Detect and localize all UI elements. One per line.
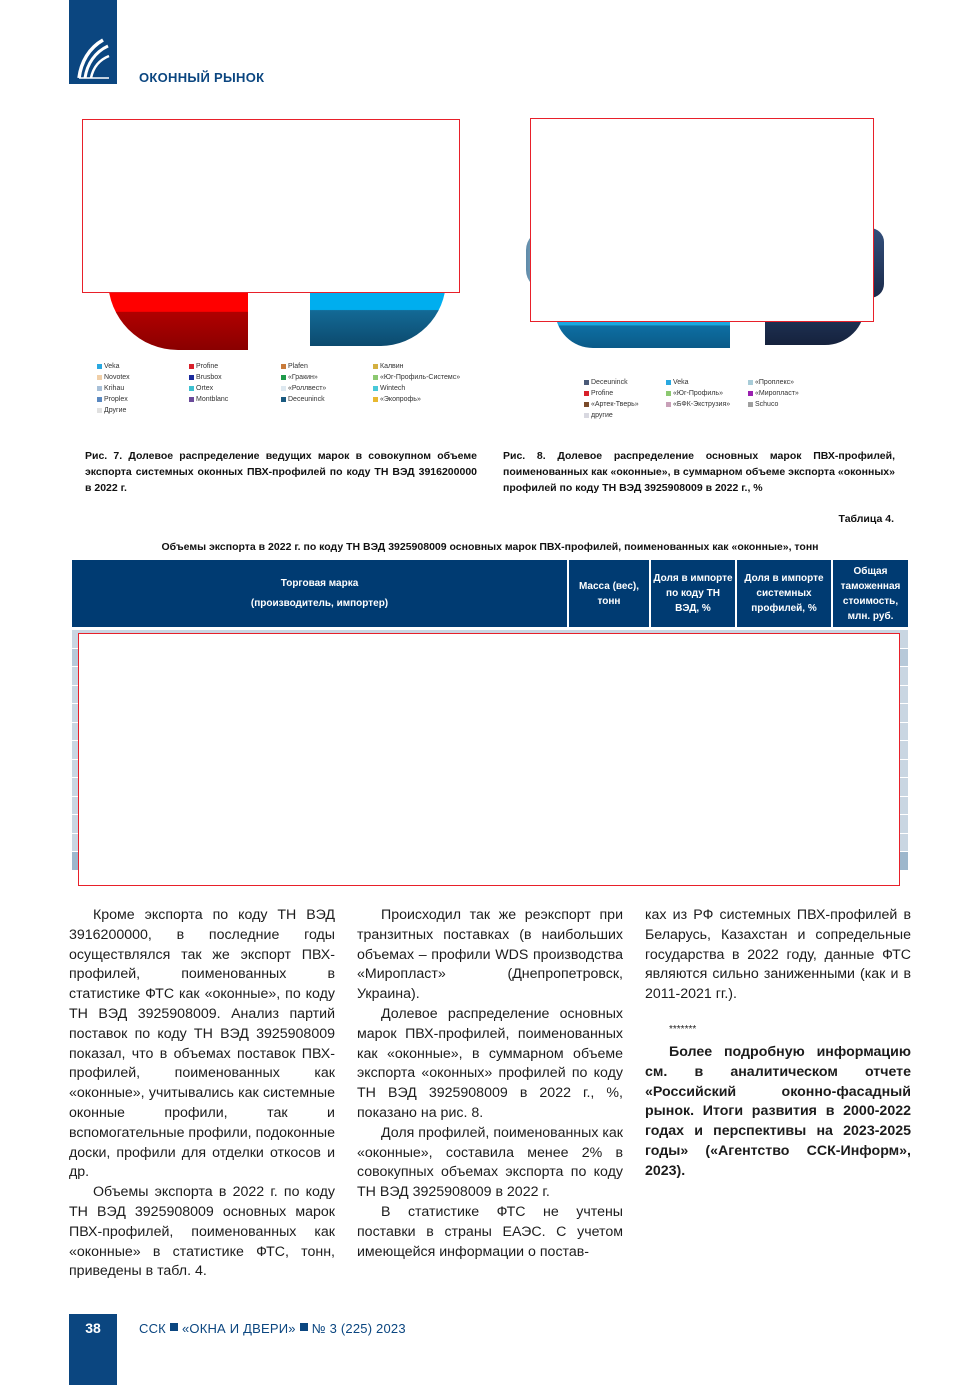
footer-magazine: «ОКНА И ДВЕРИ» [181, 1321, 296, 1336]
legend-swatch-icon [97, 397, 102, 402]
text-column-2 [357, 906, 623, 1262]
export-table [72, 560, 908, 888]
legend-label: Калвин [380, 363, 404, 370]
paragraph: В статистике ФТС не учтены поставки в страны ЕАЭС. С учетом имеющейся информации о постав- [357, 1203, 623, 1260]
figure-7-chart [80, 110, 480, 360]
legend-swatch-icon [97, 386, 102, 391]
legend-label: «Миропласт» [755, 390, 799, 397]
figure-7-caption: Рис. 7. Долевое распределение ведущих марок в совокупном объеме экспорта системных оконных ПВХ-профилей по коду ТН ВЭД 3916200000 в 2022 г. [85, 450, 477, 494]
legend-item [373, 374, 477, 381]
paragraph: Долевое распределение основных марок ПВХ-профилей, поименованных как «оконные», в суммарном объеме экспорта «оконных» профилей по коду ТН ВЭД 3925908009 в 2022 г., %, показано на рис. 8. [357, 1005, 623, 1121]
legend-label: Profine [196, 363, 219, 370]
column-header-share-system: Доля в импорте системных профилей, % [737, 560, 833, 627]
legend-item [373, 363, 477, 370]
legend-item [189, 396, 281, 403]
legend-swatch-icon [584, 413, 589, 418]
redacted-region [530, 118, 874, 322]
legend-swatch-icon [666, 402, 671, 407]
paragraph: Кроме экспорта по коду ТН ВЭД 3916200000, в последние годы осуществлялся так же экспорт ПВХ-профилей, поименованных в статистике ФТС как «оконные», по коду ТН ВЭД 3925908009. Анализ партий поставок по коду ТН ВЭД 3925908009 показал, что в объемах поставок ПВХ-профилей, поименованных как «оконные», учитывались как системные оконные профили, так и вспомогательные профили, подоконные доски, профили для отделки откосов и др. [69, 907, 336, 1181]
legend-label: Plafen [288, 363, 308, 370]
legend-label: другие [591, 412, 613, 419]
column-header-brand-line1: Торговая марка [280, 577, 359, 589]
legend-swatch-icon [666, 391, 671, 396]
legend-label: «БФК-Экструзия» [673, 401, 731, 408]
legend-label: Schuco [755, 401, 779, 408]
legend-item [748, 390, 844, 397]
table-header [72, 560, 908, 627]
table-title: Объемы экспорта в 2022 г. по коду ТН ВЭД 3925908009 основных марок ПВХ-профилей, поименованных как «оконные», тонн [161, 541, 819, 553]
legend-swatch-icon [373, 364, 378, 369]
legend-item [281, 374, 373, 381]
legend-label: Krihau [104, 385, 125, 392]
figure-7-legend [97, 363, 477, 414]
legend-label: Novotex [104, 374, 130, 381]
legend-label: Ortex [196, 385, 214, 392]
paragraph: Объемы экспорта в 2022 г. по коду ТН ВЭД 3925908009 основных марок ПВХ-профилей, поименованных как «оконные» в статистике ФТС, тонн, приведены в табл. 4. [69, 1184, 335, 1280]
paragraph: ках из РФ системных ПВХ-профилей в Беларусь, Казахстан и сопредельные государства в 2022 году, данные ФТС являются сильно заниженными (как и в 2011-2021 гг.). [645, 907, 911, 1003]
report-reference-note: Более подробную информацию см. в аналитическом отчете «Российский оконно-фасадный рынок. Итоги развития в 2000-2022 годах и перспективы на 2023-2025 годы» («Агентство ССК-Информ», 2023). [645, 1043, 911, 1179]
figure-8-caption: Рис. 8. Долевое распределение основных марок ПВХ-профилей, поименованных как «оконные», в суммарном объеме экспорта «оконных» профилей по коду ТН ВЭД 3925908009 в 2022 г., % [503, 450, 895, 494]
ssk-logo-icon [75, 38, 111, 80]
legend-label: «Юг-Профиль-Системс» [380, 374, 461, 381]
page-number: 38 [85, 1320, 101, 1336]
legend-label: «Экопрофь» [380, 396, 421, 403]
footer-square-icon [300, 1323, 308, 1331]
legend-item [584, 401, 666, 408]
legend-item [97, 363, 189, 370]
footer-publisher: ССК [139, 1321, 166, 1336]
figure-8-chart [520, 110, 890, 350]
legend-swatch-icon [189, 397, 194, 402]
section-title: ОКОННЫЙ РЫНОК [139, 70, 265, 85]
legend-label: Veka [104, 363, 120, 370]
legend-item [281, 385, 373, 392]
legend-label: «Гракин» [288, 374, 318, 381]
legend-swatch-icon [584, 380, 589, 385]
figure-8-legend [584, 379, 844, 419]
legend-label: Deceuninck [288, 396, 325, 403]
legend-swatch-icon [281, 397, 286, 402]
legend-item [584, 412, 666, 419]
column-header-brand-line2: (производитель, импортер) [250, 597, 389, 609]
legend-item [97, 407, 189, 414]
paragraph: Доля профилей, поименованных как «оконные», составила менее 2% в совокупных объемах экспорта по коду ТН ВЭД 3925908009 в 2022 г. [357, 1124, 623, 1201]
legend-label: Deceuninck [591, 379, 628, 386]
legend-item [281, 396, 373, 403]
legend-item [584, 390, 666, 397]
legend-swatch-icon [281, 364, 286, 369]
legend-swatch-icon [748, 402, 753, 407]
footer-publication [139, 1321, 406, 1336]
legend-swatch-icon [189, 375, 194, 380]
legend-item [666, 401, 748, 408]
table-label: Таблица 4. [838, 513, 894, 525]
separator-stars: ******* [669, 1023, 697, 1035]
legend-label: Другие [104, 407, 127, 414]
column-header-cost: Общая таможенная стоимость, млн. руб. [840, 565, 901, 622]
legend-label: «Проплекс» [755, 379, 795, 386]
legend-swatch-icon [373, 375, 378, 380]
footer-issue: № 3 (225) 2023 [311, 1321, 406, 1336]
column-header-mass: Масса (вес), тонн [569, 560, 651, 627]
legend-swatch-icon [373, 397, 378, 402]
text-column-1 [69, 906, 335, 1282]
legend-item [748, 401, 844, 408]
legend-item [97, 374, 189, 381]
legend-label: Wintech [380, 385, 406, 392]
legend-label: «Артек-Тверь» [591, 401, 639, 408]
legend-label: «Роллвест» [288, 385, 327, 392]
legend-item [281, 363, 373, 370]
legend-swatch-icon [748, 391, 753, 396]
legend-swatch-icon [373, 386, 378, 391]
legend-item [373, 396, 477, 403]
column-header-brand [72, 560, 569, 627]
legend-item [189, 374, 281, 381]
column-header-share-code: Доля в импорте по коду ТН ВЭД, % [651, 560, 737, 627]
text-column-3 [645, 906, 911, 1182]
table-body [72, 630, 908, 888]
legend-item [373, 385, 477, 392]
legend-swatch-icon [281, 375, 286, 380]
legend-label: «Юг-Профиль» [673, 390, 723, 397]
footer-square-icon [170, 1323, 178, 1331]
legend-label: Veka [673, 379, 689, 386]
legend-item [666, 379, 748, 386]
redacted-region [78, 633, 900, 886]
logo-block [69, 0, 117, 84]
legend-item [97, 385, 189, 392]
paragraph: Происходил так же реэкспорт при транзитных поставках (в наибольших объемах – профили WDS производства «Миропласт» (Днепропетровск, Украина). [357, 907, 623, 1003]
legend-item [748, 379, 844, 386]
legend-swatch-icon [97, 364, 102, 369]
legend-swatch-icon [584, 402, 589, 407]
legend-label: Profine [591, 390, 614, 397]
legend-item [584, 379, 666, 386]
legend-item [97, 396, 189, 403]
legend-swatch-icon [666, 380, 671, 385]
legend-swatch-icon [584, 391, 589, 396]
legend-swatch-icon [189, 386, 194, 391]
redacted-region [82, 119, 460, 293]
legend-swatch-icon [189, 364, 194, 369]
page-number-block [69, 1314, 117, 1385]
legend-swatch-icon [97, 408, 102, 413]
legend-item [666, 390, 748, 397]
legend-swatch-icon [281, 386, 286, 391]
legend-label: Brusbox [196, 374, 222, 381]
legend-swatch-icon [748, 380, 753, 385]
legend-swatch-icon [97, 375, 102, 380]
legend-item [189, 363, 281, 370]
legend-label: Montblanc [196, 396, 229, 403]
legend-label: Proplex [104, 396, 128, 403]
legend-item [189, 385, 281, 392]
